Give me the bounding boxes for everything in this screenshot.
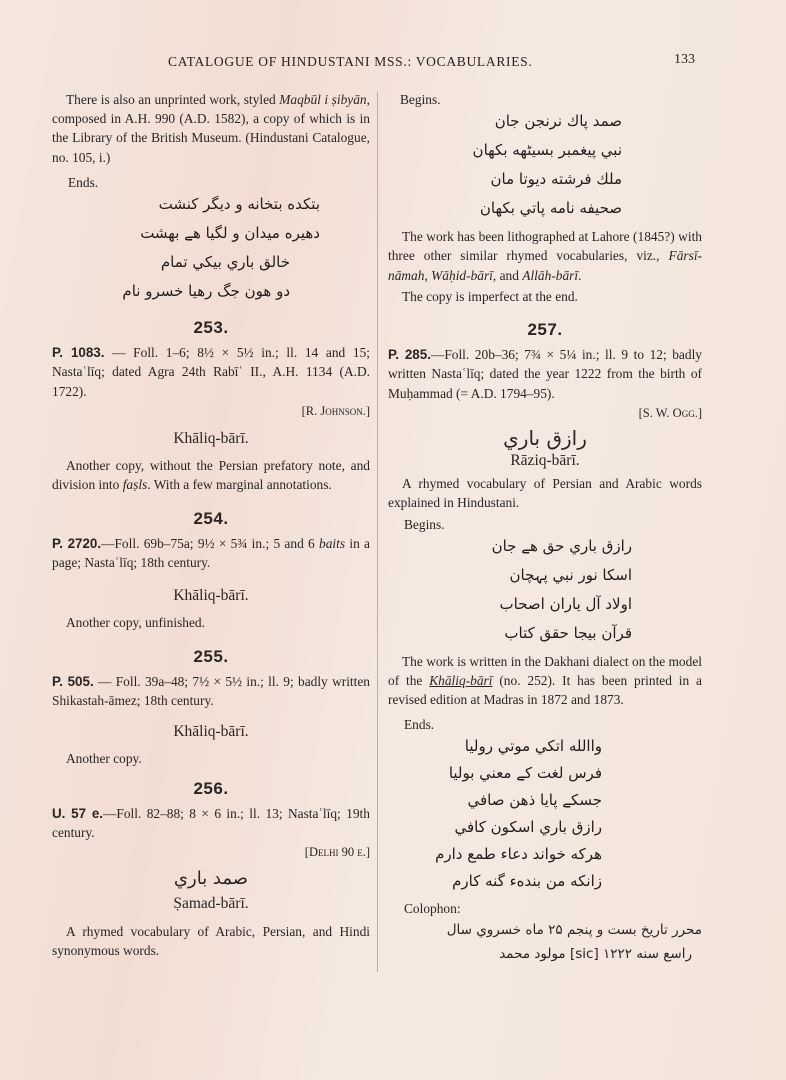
verse-line: نبي پيغمبر بسيٹهه بكهان — [472, 141, 622, 160]
lithograph-note — [388, 227, 702, 285]
written-text: The work is written in the Dakhani dialect on the model of the — [388, 653, 702, 689]
entry-note: A rhymed vocabulary of Arabic, Persian, and Hindi synonymous words. — [52, 923, 370, 958]
arabic-title: صمد باري — [173, 868, 249, 890]
intro-title: Maqbūl i ṣibyān — [279, 92, 367, 107]
verse-line: اولاد آل ياران اصحاب — [499, 594, 632, 613]
entry-note: Another copy. — [66, 751, 142, 767]
intro-paragraph — [52, 90, 370, 167]
description-italic: baits — [319, 535, 346, 551]
litho-italic: Allāh-bārī — [522, 267, 579, 283]
source-note: [Delhi 90 e.] — [304, 845, 370, 860]
entry-description — [52, 672, 370, 710]
left-column — [52, 90, 370, 960]
shelfmark: U. 57 e. — [52, 805, 103, 821]
written-text-cont: (no. 252). It has been printed in a revised edition at Madras in 1872 and 1873. — [388, 673, 703, 708]
begins-verses — [388, 532, 632, 648]
verse-line: ملك فرشته ديوتا مان — [490, 170, 622, 189]
written-note — [388, 652, 702, 710]
right-column — [388, 90, 702, 966]
column-divider — [377, 92, 378, 972]
written-italic: Khāliq-bārī — [429, 673, 493, 689]
entry-number: 257. — [527, 320, 563, 340]
verse-line: قرآن بيجا حقق كتاب — [504, 623, 632, 642]
description-text: —Foll. 20b–36; 7¾ × 5¼ in.; ll. 9 to 12; badly written Nastaʿlīq; dated the year 1222 from the birth of Muḥammad (= A.D. 1794–95). — [388, 347, 702, 401]
shelfmark: P. 2720. — [52, 535, 102, 551]
verse-line: دهيره ميدان و لگيا هے بهشت — [140, 224, 320, 243]
entry-note — [52, 456, 370, 494]
description-text: — Foll. 1–6; 8½ × 5½ in.; ll. 14 and 15; Nastaʿlīq; dated Agra 24th Rabīʿ II., A.H. 1134 (A.D. 1722). — [52, 345, 370, 399]
verse-line: زانكه من بندهء گنه كارم — [452, 871, 602, 890]
entry-note: Another copy, unfinished. — [66, 615, 205, 631]
shelfmark: P. 505. — [52, 673, 94, 689]
verse-line: صحيفه نامه پاتي بكهان — [479, 199, 622, 218]
verse-line: صمد پاك نرنجن جان — [494, 112, 622, 131]
begins-verses — [388, 107, 622, 223]
shelfmark: P. 1083. — [52, 345, 105, 361]
begins-label: Begins. — [400, 92, 441, 107]
colophon-line: محرر تاريخ بست و پنجم ۲۵ ماه خسروي سال — [446, 921, 702, 938]
colophon-text — [388, 918, 702, 966]
verse-line: فرس لغت كے معني بوليا — [448, 763, 602, 782]
note-text: Another copy, without the Persian prefatory note, and division into — [52, 458, 370, 493]
work-title: Khāliq-bārī. — [173, 723, 249, 741]
description-text: —Foll. 69b–75a; 9½ × 5¾ in.; 5 and 6 — [101, 535, 320, 551]
description-text-cont: in a page; Nastaʿlīq; 18th century. — [52, 535, 370, 571]
entry-description — [388, 345, 702, 403]
verse-line: خالق باري بيكي تمام — [160, 253, 290, 272]
colophon-line: راسع سنه ۱۲۲۲ [sic] مولود محمد — [499, 945, 692, 962]
intro-text: There is also an unprinted work, styled — [66, 92, 280, 107]
description-text: —Foll. 82–88; 8 × 6 in.; ll. 13; Nastaʿlīq; 19th century. — [52, 805, 370, 841]
litho-text: . — [578, 267, 582, 283]
note-italic: faṣls — [122, 477, 148, 493]
note-text-cont: . With a few marginal annotations. — [147, 477, 332, 493]
entry-number: 254. — [193, 508, 229, 528]
litho-text: The work has been lithographed at Lahore (1845?) with three other similar rhymed vocabularies, viz., — [388, 229, 702, 264]
verse-line: دو هون جگ رهيا خسرو نام — [122, 282, 290, 301]
verse-line: رازق باري حق هے جان — [491, 536, 632, 555]
entry-number: 255. — [193, 646, 229, 666]
verse-line: هركه خواند دعاء طمع دارم — [435, 844, 602, 863]
verse-line: واالله اتكي موتي روليا — [464, 736, 602, 755]
ends-label: Ends. — [404, 717, 435, 733]
begins-label: Begins. — [404, 516, 445, 532]
shelfmark: P. 285. — [388, 347, 431, 363]
entry-description — [52, 534, 370, 572]
ends-label: Ends. — [68, 174, 99, 190]
work-title: Ṣamad-bārī. — [173, 895, 249, 913]
ends-verses — [388, 733, 602, 895]
entry-number: 253. — [193, 318, 229, 338]
entry-description — [52, 804, 370, 842]
source-note: [S. W. Ogg.] — [638, 405, 702, 420]
entry-number: 256. — [193, 778, 229, 798]
entry-description — [52, 343, 370, 401]
verse-line: رازق باري اسكون كافي — [454, 817, 602, 836]
work-title: Khāliq-bārī. — [173, 587, 249, 605]
entry-note: A rhymed vocabulary of Persian and Arabic words explained in Hindustani. — [388, 476, 702, 511]
ends-verses — [52, 190, 320, 306]
verse-line: اسكا نور نبي پہچان — [509, 565, 632, 584]
arabic-title: رازق باري — [503, 426, 587, 451]
intro-text-cont: , composed in A.H. 990 (A.D. 1582), a copy of which is in the Library of the British Museum. (Hindustani Catalogue, no. 105, i.) — [52, 92, 370, 165]
colophon-label: Colophon: — [404, 900, 461, 916]
work-title: Khāliq-bārī. — [173, 430, 249, 448]
description-text: — Foll. 39a–48; 7½ × 5½ in.; ll. 9; badly written Shikastah-āmez; 18th century. — [52, 673, 370, 709]
verse-line: جسكے پايا ذهن صافي — [467, 790, 602, 809]
imperfect-note: The copy is imperfect at the end. — [402, 288, 578, 304]
verse-line: بتكده بتخانه و ديگر كنشت — [158, 195, 320, 214]
litho-text: , and — [492, 267, 523, 283]
page-number: 133 — [674, 52, 695, 67]
work-title: Rāziq-bārī. — [510, 452, 580, 470]
running-head: CATALOGUE OF HINDUSTANI MSS.: VOCABULARIES. — [168, 54, 533, 69]
litho-italic: Fārsī-nāmah, Wāḥid-bārī — [388, 248, 702, 283]
source-note: [R. Johnson.] — [301, 403, 370, 418]
